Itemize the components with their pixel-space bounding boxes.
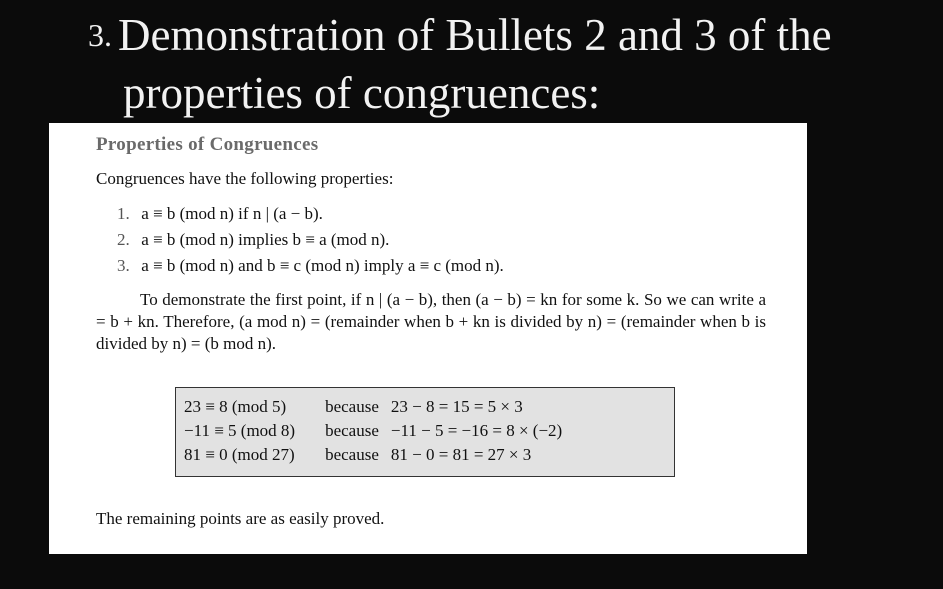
- slide-title-line-1: Demonstration of Bullets 2 and 3 of the: [118, 10, 832, 60]
- property-item: [117, 227, 504, 253]
- demonstration-paragraph: To demonstrate the first point, if n | (a − b), then (a − b) = kn for some k. So we can write a = b + kn. Therefore, (a mod n) = (remainder when b + kn is divided by n) = (remainder when b is divided by n) = (b mod n).: [96, 290, 766, 353]
- example-because: because: [325, 445, 379, 464]
- property-item: [117, 201, 504, 227]
- section-heading: Properties of Congruences: [96, 134, 319, 155]
- property-text: a ≡ b (mod n) if n | (a − b).: [141, 204, 323, 223]
- examples-table: [184, 395, 570, 467]
- example-reason: 23 − 8 = 15 = 5 × 3: [390, 397, 523, 416]
- example-because: because: [325, 421, 379, 440]
- slide-number: 3.: [88, 17, 112, 53]
- intro-text: Congruences have the following properties:: [96, 169, 394, 188]
- property-text: a ≡ b (mod n) and b ≡ c (mod n) imply a ≡ c (mod n).: [141, 256, 504, 275]
- example-congruence: 23 ≡ 8 (mod 5): [184, 397, 287, 416]
- textbook-excerpt-panel: [49, 123, 807, 554]
- property-number: 1.: [117, 204, 130, 223]
- example-reason: 81 − 0 = 81 = 27 × 3: [390, 445, 532, 464]
- example-reason: −11 − 5 = −16 = 8 × (−2): [390, 421, 563, 440]
- slide-title-line-2: properties of congruences:: [123, 68, 601, 118]
- properties-list: [117, 201, 504, 279]
- property-text: a ≡ b (mod n) implies b ≡ a (mod n).: [141, 230, 390, 249]
- property-number: 2.: [117, 230, 130, 249]
- examples-box: [175, 387, 675, 477]
- property-number: 3.: [117, 256, 130, 275]
- example-congruence: −11 ≡ 5 (mod 8): [184, 421, 296, 440]
- property-item: [117, 253, 504, 279]
- example-because: because: [325, 397, 379, 416]
- example-row: [184, 443, 570, 467]
- example-row: [184, 419, 570, 443]
- example-row: [184, 395, 570, 419]
- slide-title: [88, 6, 938, 122]
- closing-text: The remaining points are as easily proved.: [96, 509, 385, 528]
- example-congruence: 81 ≡ 0 (mod 27): [184, 445, 295, 464]
